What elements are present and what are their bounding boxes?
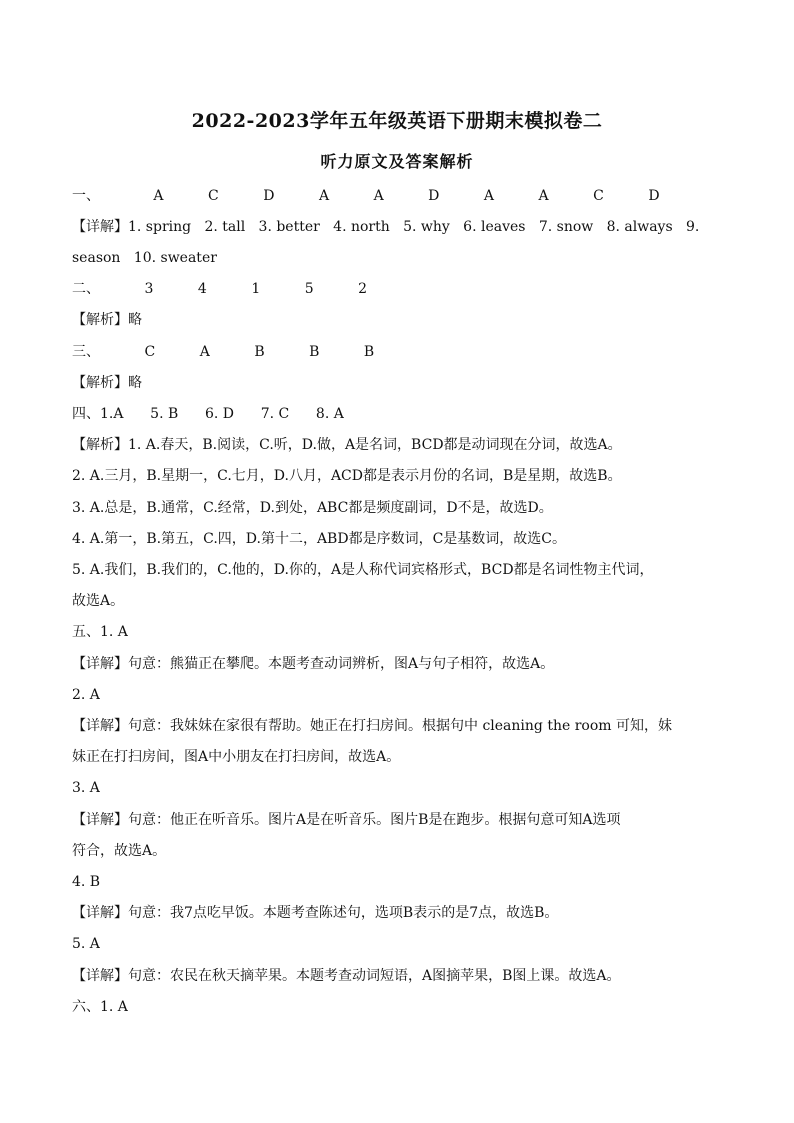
explanation-line: 【解析】略: [72, 375, 142, 391]
explanation-line: 【详解】句意：他正在听音乐。图片A是在听音乐。图片B是在跑步。根据句意可知A选项: [72, 812, 621, 828]
explanation-line: 【解析】1. A.春天，B.阅读，C.听，D.做，A是名词，BCD都是动词现在分词，故选A。: [72, 437, 622, 453]
explanation-line: 3. A.总是，B.通常，C.经常，D.到处，ABC都是频度副词，D不是，故选D。: [72, 500, 553, 516]
explanation-line: 妹正在打扫房间，图A中小朋友在打扫房间，故选A。: [72, 749, 401, 765]
answer-line-section-5: 五、1. A: [72, 624, 128, 640]
explanation-line: 符合，故选A。: [72, 843, 167, 859]
answer-line-section-6: 六、1. A: [72, 999, 128, 1015]
explanation-line: 【解析】略: [72, 312, 142, 328]
answer-line: 3. A: [72, 780, 100, 796]
explanation-line: 5. A.我们，B.我们的，C.他的，D.你的，A是人称代词宾格形式，BCD都是名词性物主代词，: [72, 562, 654, 578]
page-title: 2022-2023学年五年级英语下册期末模拟卷二: [191, 110, 603, 132]
explanation-line: 2. A.三月，B.星期一，C.七月，D.八月，ACD都是表示月份的名词，B是星期，故选B。: [72, 468, 622, 484]
explanation-line: 故选A。: [72, 593, 125, 609]
explanation-line: 4. A.第一，B.第五，C.四，D.第十二，ABD都是序数词，C是基数词，故选C。: [72, 531, 566, 547]
explanation-line: season 10. sweater: [72, 250, 217, 266]
explanation-line: 【详解】句意：我7点吃早饭。本题考查陈述句，选项B表示的是7点，故选B。: [72, 905, 559, 921]
answer-line: 4. B: [72, 874, 101, 890]
answer-line: 2. A: [72, 687, 100, 703]
explanation-line: 【详解】句意：熊猫正在攀爬。本题考查动词辨析，图A与句子相符，故选A。: [72, 656, 555, 672]
answer-line-section-1: 一、 A C D A A D A A C D: [72, 188, 660, 204]
answer-line-section-2: 二、 3 4 1 5 2: [72, 281, 368, 297]
explanation-line: 【详解】句意：我妹妹在家很有帮助。她正在打扫房间。根据句中 cleaning the room 可知，妹: [72, 718, 672, 734]
explanation-line: 【详解】1. spring 2. tall 3. better 4. north 5. why 6. leaves 7. snow 8. always 9.: [72, 219, 700, 235]
page-subtitle: 听力原文及答案解析: [320, 152, 474, 171]
explanation-line: 【详解】句意：农民在秋天摘苹果。本题考查动词短语，A图摘苹果，B图上课。故选A。: [72, 968, 621, 984]
answer-line-section-4: 四、1.A 5. B 6. D 7. C 8. A: [72, 406, 344, 422]
answer-line-section-3: 三、 C A B B B: [72, 344, 375, 360]
answer-line: 5. A: [72, 936, 100, 952]
